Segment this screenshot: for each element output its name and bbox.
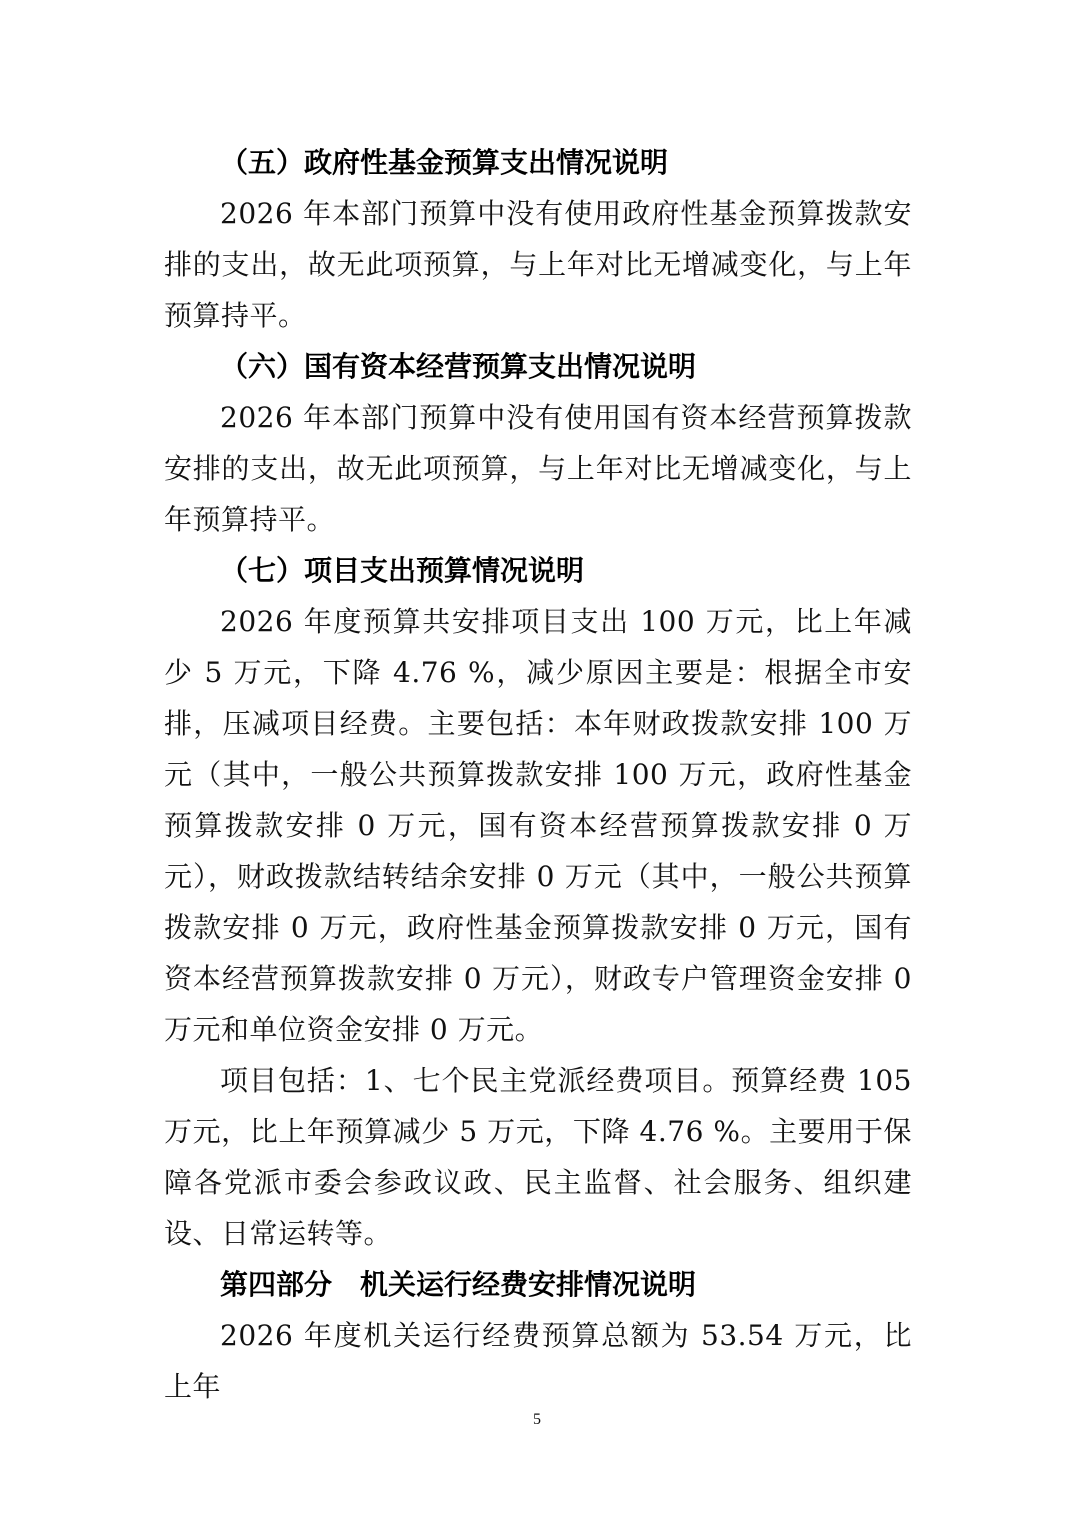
page-number: 5: [533, 1411, 541, 1428]
document-body: [164, 137, 912, 1412]
paragraph-project-expenditure-summary: 2026 年度预算共安排项目支出 100 万元，比上年减少 5 万元，下降 4.76 %，减少原因主要是：根据全市安排，压减项目经费。主要包括：本年财政拨款安排 100 万元（其中，一般公共预算拨款安排 100 万元，政府性基金预算拨款安排 0 万元，国有资本经营预算拨款安排 0 万元），财政拨款结转结余安排 0 万元（其中，一般公共预算拨款安排 0 万元，政府性基金预算拨款安排 0 万元，国有资本经营预算拨款安排 0 万元），财政专户管理资金安排 0 万元和单位资金安排 0 万元。: [164, 605, 912, 1046]
section-heading-government-fund-expenditure: （五）政府性基金预算支出情况说明: [220, 146, 669, 179]
paragraph-government-fund-expenditure: 2026 年本部门预算中没有使用政府性基金预算拨款安排的支出，故无此项预算，与上年对比无增减变化，与上年预算持平。: [164, 197, 912, 332]
paragraph-project-items: 项目包括：1、七个民主党派经费项目。预算经费 105 万元，比上年预算减少 5 万元，下降 4.76 %。主要用于保障各党派市委会参政议政、民主监督、社会服务、组织建设、日常运转等。: [164, 1064, 912, 1250]
paragraph-operating-expenses: 2026 年度机关运行经费预算总额为 53.54 万元，比上年: [164, 1319, 912, 1403]
section-heading-project-expenditure: （七）项目支出预算情况说明: [220, 554, 585, 587]
section-heading-operating-expenses: 第四部分 机关运行经费安排情况说明: [220, 1268, 697, 1301]
section-heading-state-capital-expenditure: （六）国有资本经营预算支出情况说明: [220, 350, 697, 383]
paragraph-state-capital-expenditure: 2026 年本部门预算中没有使用国有资本经营预算拨款安排的支出，故无此项预算，与上年对比无增减变化，与上年预算持平。: [164, 401, 912, 536]
